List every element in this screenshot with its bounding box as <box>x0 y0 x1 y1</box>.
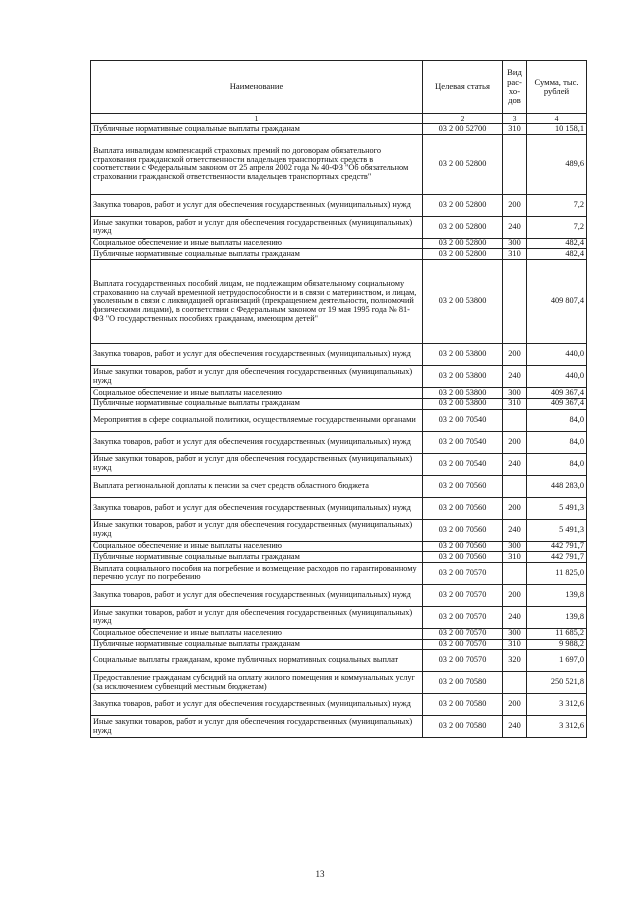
row-name: Социальное обеспечение и иные выплаты населению <box>91 541 423 552</box>
row-code: 03 2 00 70570 <box>423 584 503 606</box>
table-row <box>91 366 587 388</box>
row-code: 03 2 00 52800 <box>423 194 503 216</box>
row-code: 03 2 00 70540 <box>423 409 503 431</box>
row-sum: 84,0 <box>527 409 587 431</box>
table-row <box>91 497 587 519</box>
table-row <box>91 216 587 238</box>
row-code: 03 2 00 70570 <box>423 628 503 639</box>
table-row <box>91 409 587 431</box>
row-name: Выплата государственных пособий лицам, не подлежащим обязательному социальному страхованию на случай временной нетрудоспособности и в связи с материнством, и лицам, уволенным в связи с ликвидацией организаций (прекращением деятельности, полномочий физическими лицами), в соответствии с Федеральным законом от 19 мая 1995 года № 81-ФЗ "О государственных пособиях гражданам, имеющим детей" <box>91 260 423 344</box>
row-code: 03 2 00 70570 <box>423 650 503 672</box>
row-sum: 1 697,0 <box>527 650 587 672</box>
table-row <box>91 398 587 409</box>
table-row <box>91 475 587 497</box>
row-name: Иные закупки товаров, работ и услуг для обеспечения государственных (муниципальных) нужд <box>91 519 423 541</box>
row-code: 03 2 00 70560 <box>423 541 503 552</box>
row-type: 200 <box>503 431 527 453</box>
row-sum: 5 491,3 <box>527 497 587 519</box>
page-number: 13 <box>315 869 325 879</box>
row-name: Социальные выплаты гражданам, кроме публичных нормативных социальных выплат <box>91 650 423 672</box>
row-type: 240 <box>503 216 527 238</box>
row-type: 240 <box>503 366 527 388</box>
table-row <box>91 672 587 694</box>
header-sum: Сумма, тыс. рублей <box>527 61 587 114</box>
table-row <box>91 194 587 216</box>
table-row <box>91 541 587 552</box>
column-number: 4 <box>527 114 587 124</box>
row-code: 03 2 00 53800 <box>423 398 503 409</box>
row-name: Социальное обеспечение и иные выплаты населению <box>91 628 423 639</box>
table-row <box>91 388 587 399</box>
row-sum: 442 791,7 <box>527 552 587 563</box>
table-row <box>91 584 587 606</box>
row-type: 310 <box>503 124 527 135</box>
row-sum: 84,0 <box>527 431 587 453</box>
row-name: Иные закупки товаров, работ и услуг для обеспечения государственных (муниципальных) нужд <box>91 606 423 628</box>
table-row <box>91 453 587 475</box>
row-code: 03 2 00 53800 <box>423 344 503 366</box>
row-code: 03 2 00 70580 <box>423 694 503 716</box>
row-code: 03 2 00 70540 <box>423 431 503 453</box>
row-name: Закупка товаров, работ и услуг для обеспечения государственных (муниципальных) нужд <box>91 584 423 606</box>
row-code: 03 2 00 70560 <box>423 519 503 541</box>
row-code: 03 2 00 70560 <box>423 497 503 519</box>
row-code: 03 2 00 70580 <box>423 672 503 694</box>
table-row <box>91 628 587 639</box>
row-type: 310 <box>503 398 527 409</box>
row-sum: 482,4 <box>527 249 587 260</box>
column-number: 2 <box>423 114 503 124</box>
row-name: Социальное обеспечение и иные выплаты населению <box>91 388 423 399</box>
row-name: Публичные нормативные социальные выплаты гражданам <box>91 398 423 409</box>
row-type: 240 <box>503 606 527 628</box>
row-type: 310 <box>503 552 527 563</box>
table-row <box>91 650 587 672</box>
row-code: 03 2 00 53800 <box>423 388 503 399</box>
row-code: 03 2 00 53800 <box>423 366 503 388</box>
row-type <box>503 134 527 194</box>
row-sum: 448 283,0 <box>527 475 587 497</box>
row-type <box>503 672 527 694</box>
table-row <box>91 344 587 366</box>
row-type: 240 <box>503 716 527 738</box>
row-type: 320 <box>503 650 527 672</box>
table-row <box>91 238 587 249</box>
row-type: 300 <box>503 238 527 249</box>
header-name: Наименование <box>91 61 423 114</box>
column-number: 3 <box>503 114 527 124</box>
row-name: Публичные нормативные социальные выплаты гражданам <box>91 552 423 563</box>
row-sum: 5 491,3 <box>527 519 587 541</box>
row-sum: 10 158,1 <box>527 124 587 135</box>
table-row <box>91 249 587 260</box>
table-row <box>91 519 587 541</box>
row-name: Иные закупки товаров, работ и услуг для обеспечения государственных (муниципальных) нужд <box>91 216 423 238</box>
column-number-row <box>91 114 587 124</box>
row-type: 240 <box>503 519 527 541</box>
row-name: Иные закупки товаров, работ и услуг для обеспечения государственных (муниципальных) нужд <box>91 716 423 738</box>
row-name: Выплата инвалидам компенсаций страховых премий по договорам обязательного страхования гражданской ответственности владельцев транспортных средств в соответствии с Федеральным законом от 25 апреля 2002 года № 40-ФЗ "Об обязательном страховании гражданской ответственности владельцев транспортных средств" <box>91 134 423 194</box>
row-sum: 409 367,4 <box>527 388 587 399</box>
row-name: Предоставление гражданам субсидий на оплату жилого помещения и коммунальных услуг (за исключением субвенций местным бюджетам) <box>91 672 423 694</box>
table-row <box>91 124 587 135</box>
row-type <box>503 475 527 497</box>
row-sum: 442 791,7 <box>527 541 587 552</box>
table-row <box>91 606 587 628</box>
budget-table <box>90 60 587 738</box>
table-row <box>91 134 587 194</box>
row-name: Закупка товаров, работ и услуг для обеспечения государственных (муниципальных) нужд <box>91 431 423 453</box>
row-name: Закупка товаров, работ и услуг для обеспечения государственных (муниципальных) нужд <box>91 344 423 366</box>
row-sum: 7,2 <box>527 194 587 216</box>
row-code: 03 2 00 52700 <box>423 124 503 135</box>
row-sum: 84,0 <box>527 453 587 475</box>
row-sum: 3 312,6 <box>527 694 587 716</box>
row-name: Иные закупки товаров, работ и услуг для обеспечения государственных (муниципальных) нужд <box>91 366 423 388</box>
table-row <box>91 260 587 344</box>
row-sum: 250 521,8 <box>527 672 587 694</box>
row-name: Публичные нормативные социальные выплаты гражданам <box>91 639 423 650</box>
row-code: 03 2 00 70540 <box>423 453 503 475</box>
row-code: 03 2 00 52800 <box>423 134 503 194</box>
row-name: Выплата региональной доплаты к пенсии за счет средств областного бюджета <box>91 475 423 497</box>
row-sum: 9 988,2 <box>527 639 587 650</box>
row-sum: 440,0 <box>527 344 587 366</box>
row-type: 300 <box>503 388 527 399</box>
row-name: Закупка товаров, работ и услуг для обеспечения государственных (муниципальных) нужд <box>91 497 423 519</box>
row-type: 310 <box>503 639 527 650</box>
table-body <box>91 124 587 738</box>
row-name: Иные закупки товаров, работ и услуг для обеспечения государственных (муниципальных) нужд <box>91 453 423 475</box>
row-code: 03 2 00 52800 <box>423 216 503 238</box>
row-code: 03 2 00 52800 <box>423 249 503 260</box>
row-name: Публичные нормативные социальные выплаты гражданам <box>91 249 423 260</box>
row-sum: 7,2 <box>527 216 587 238</box>
row-sum: 3 312,6 <box>527 716 587 738</box>
row-type: 300 <box>503 541 527 552</box>
table-row <box>91 694 587 716</box>
row-type: 200 <box>503 584 527 606</box>
row-type: 200 <box>503 694 527 716</box>
row-type: 200 <box>503 344 527 366</box>
row-sum: 440,0 <box>527 366 587 388</box>
row-type: 200 <box>503 194 527 216</box>
column-number: 1 <box>91 114 423 124</box>
row-sum: 409 367,4 <box>527 398 587 409</box>
row-type <box>503 260 527 344</box>
row-type: 240 <box>503 453 527 475</box>
row-code: 03 2 00 70570 <box>423 562 503 584</box>
row-sum: 482,4 <box>527 238 587 249</box>
row-name: Социальное обеспечение и иные выплаты населению <box>91 238 423 249</box>
row-name: Закупка товаров, работ и услуг для обеспечения государственных (муниципальных) нужд <box>91 194 423 216</box>
row-code: 03 2 00 52800 <box>423 238 503 249</box>
row-sum: 11 825,0 <box>527 562 587 584</box>
table-row <box>91 431 587 453</box>
table-row <box>91 562 587 584</box>
row-type <box>503 562 527 584</box>
row-code: 03 2 00 70560 <box>423 552 503 563</box>
row-sum: 139,8 <box>527 584 587 606</box>
row-sum: 409 807,4 <box>527 260 587 344</box>
header-code: Целевая статья <box>423 61 503 114</box>
row-name: Публичные нормативные социальные выплаты гражданам <box>91 124 423 135</box>
row-code: 03 2 00 70560 <box>423 475 503 497</box>
row-code: 03 2 00 70570 <box>423 639 503 650</box>
row-name: Закупка товаров, работ и услуг для обеспечения государственных (муниципальных) нужд <box>91 694 423 716</box>
row-name: Мероприятия в сфере социальной политики, осуществляемые государственными органами <box>91 409 423 431</box>
table-row <box>91 716 587 738</box>
row-type <box>503 409 527 431</box>
row-sum: 489,6 <box>527 134 587 194</box>
header-type: Вид рас-хо-дов <box>503 61 527 114</box>
row-code: 03 2 00 70580 <box>423 716 503 738</box>
row-sum: 11 685,2 <box>527 628 587 639</box>
row-name: Выплата социального пособия на погребение и возмещение расходов по гарантированному перечню услуг по погребению <box>91 562 423 584</box>
table-row <box>91 552 587 563</box>
row-type: 300 <box>503 628 527 639</box>
row-code: 03 2 00 70570 <box>423 606 503 628</box>
row-code: 03 2 00 53800 <box>423 260 503 344</box>
row-type: 200 <box>503 497 527 519</box>
row-sum: 139,8 <box>527 606 587 628</box>
row-type: 310 <box>503 249 527 260</box>
table-row <box>91 639 587 650</box>
